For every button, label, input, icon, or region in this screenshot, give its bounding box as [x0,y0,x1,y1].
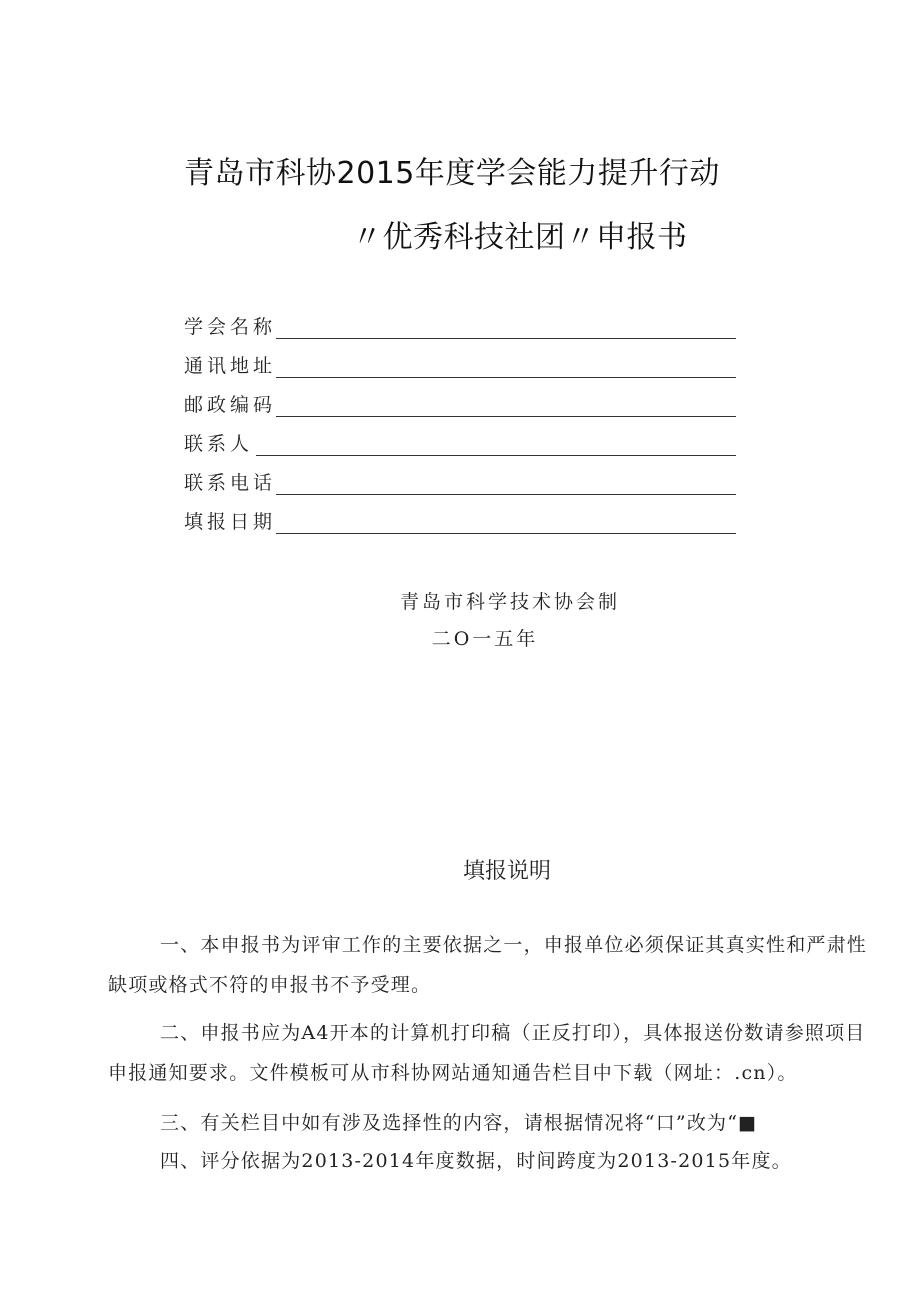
instruction-1-line1: 一、本申报书为评审工作的主要依据之一，申报单位必须保证其真实性和严肃性 [160,934,868,956]
instruction-2-line2: 申报通知要求。文件模板可从市科协网站通知通告栏目中下载（网址：.cn）。 [108,1062,798,1084]
form-row-contact-person [184,429,736,468]
instruction-3: 三、有关栏目中如有涉及选择性的内容，请根据情况将“口”改为“■ [160,1112,758,1134]
form-label-date: 填报日期 [184,511,277,533]
document-title-line1: 青岛市科协2015年度学会能力提升行动 [184,156,720,191]
instruction-1-line2: 缺项或格式不符的申报书不予受理。 [108,974,432,996]
form-label-society-name: 学会名称 [184,316,277,338]
form-row-society-name [184,312,736,351]
form-row-postal-code [184,390,736,429]
document-title-line2: 〃优秀科技社团〃申报书 [352,220,688,255]
society-name-field[interactable] [276,338,736,339]
form-row-address [184,351,736,390]
address-field[interactable] [276,377,736,378]
form-label-contact-person: 联系人 [184,433,254,455]
form-label-address: 通讯地址 [184,355,277,377]
issuer-organization: 青岛市科学技术协会制 [399,591,620,613]
form-row-phone [184,468,736,507]
contact-person-field[interactable] [256,455,736,456]
issue-year: 二O一五年 [431,628,539,650]
instruction-2-line1: 二、申报书应为A4开本的计算机打印稿（正反打印），具体报送份数请参照项目 [160,1022,866,1044]
date-field[interactable] [276,533,736,534]
form-label-phone: 联系电话 [184,472,277,494]
postal-code-field[interactable] [276,416,736,417]
phone-field[interactable] [276,494,736,495]
instructions-title: 填报说明 [463,859,552,884]
form-row-date [184,507,736,546]
instruction-4: 四、评分依据为2013-2014年度数据，时间跨度为2013-2015年度。 [160,1150,792,1172]
form-label-postal-code: 邮政编码 [184,394,277,416]
applicant-info-form [184,312,736,546]
